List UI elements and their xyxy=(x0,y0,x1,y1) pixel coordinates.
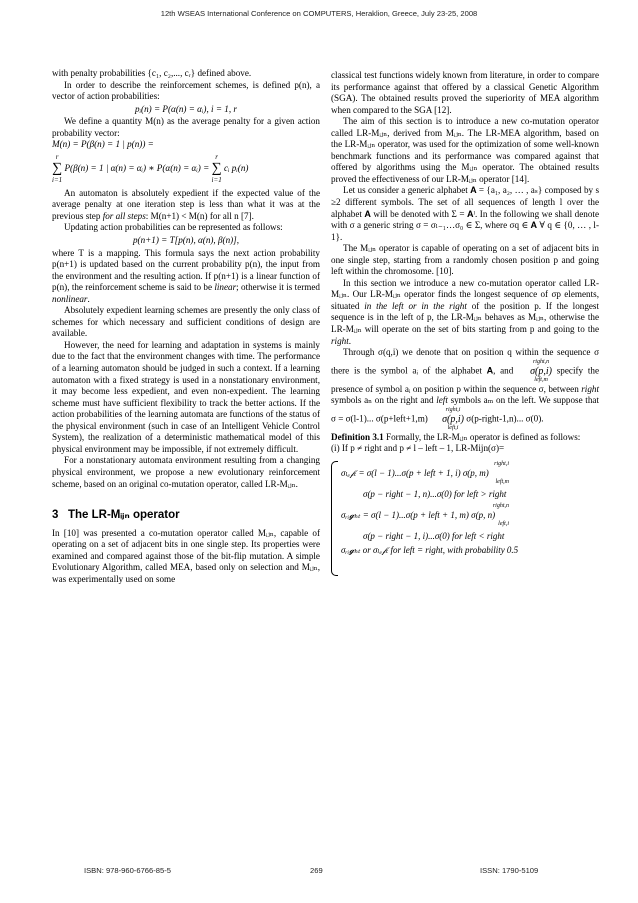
footer-issn: ISSN: 1790-5109 xyxy=(480,866,539,875)
case-equal: σᵣᵢ𝓰ₕₜ or σₗₑ𝒻ₜ for left = right, with probability 0.5 xyxy=(341,544,519,555)
sigma-notation: right,n σ(p,i) left,m xyxy=(530,358,552,383)
equation-update-rule: p(n+1) = T[p(n), α(n), β(n)], xyxy=(132,235,240,246)
equation-average-penalty-b: r ∑ i=1 P(β(n) = 1 | α(n) = αᵢ) ∗ P(α(n) = αᵢ) = r ∑ i=1 cᵢ pᵢ(n) xyxy=(52,152,249,184)
footer-page-number: 269 xyxy=(310,866,323,875)
right-paragraph-3: Let us consider a generic alphabet 𝐀 = {a₁, a₂, … , aₛ} composed by s ≥2 different symbols. The set of all sequences of length l over the alphabet 𝐀 will be denoted with Σ = 𝐀ˡ. In the following we shall denote with σ a generic string σ = σₗ₋₁…σ₀ ∈ Σ, where σq ∈ 𝐀 ∀ q ∈ {0, … , l-1}. xyxy=(331,185,599,242)
left-paragraph-7: Absolutely expedient learning schemes are presently the only class of schemes for which necessary and sufficient conditions of design are available. xyxy=(52,305,320,339)
left-paragraph-5: Updating action probabilities can be represented as follows: xyxy=(64,222,283,233)
case-right-b: σ(p − right − 1, i)...σ(0) for left < right xyxy=(363,530,505,541)
right-paragraph-1: classical test functions widely known from literature, in order to compare its performance against that offered by a classical Genetic Algorithm (SGA). The obtained results proved the superiority of MEA algorithm when compared to the SGA [12]. xyxy=(331,70,599,115)
case-left-a: σₗₑ𝒻ₜ = σ(l − 1)...σ(p + left + 1, i) σ(p, m) xyxy=(341,467,489,478)
left-paragraph-8: However, the need for learning and adaptation in systems is mainly due to the fact that the environment changes with time. The performance of a learning automaton should be judged in such a context. If a learning automaton with a fixed strategy is used in a nonstationary environment, it may become less expedient, and even non-expedient. The learning scheme must have sufficient flexibility to track the better actions. If the action probabilities of the learning automata are functions of the status of the physical environment (such in case of an Intelligent Vehicle Control System), the realization of a deterministic mathematical model of this physical environment may be impossible, if not extremely difficult. xyxy=(52,339,320,454)
definition-3-1: Definition 3.1 Formally, the LR-Mᵢⱼₙ operator is defined as follows: xyxy=(331,431,581,442)
right-paragraph-2: The aim of this section is to introduce a new co-mutation operator called LR-Mᵢⱼₙ, derived from Mᵢⱼₙ. The LR-MEA algorithm, based on the LR-Mᵢⱼₙ operator, was used for the optimization of some well-known benchmark functions and its performance was compared against that offered by algorithms using the Mᵢⱼₙ operator. The obtained results proved the effectiveness of our LR-Mᵢⱼₙ operator [14]. xyxy=(331,116,599,184)
left-brace xyxy=(331,461,338,576)
left-paragraph-2: In order to describe the reinforcement schemes, is defined p(n), a vector of action probabilities: xyxy=(52,79,320,102)
sum-symbol: r ∑ i=1 xyxy=(52,152,63,184)
right-paragraph-5: In this section we introduce a new co-mutation operator called LR-Mᵢⱼₙ. Our LR-Mᵢⱼₙ operator finds the longest sequence of σp elements, situated in the left or in the right of the position p. If the longest sequence is in the left of p, the LR-Mᵢⱼₙ behaves as Mᵢⱼₙ, otherwise the LR-Mᵢⱼₙ will operate on the set of bits starting from p and going to the right. xyxy=(331,277,600,346)
case-right-a: σᵣᵢ𝓰ₕₜ = σ(l − 1)...σ(p + left + 1, m) σ(p, n) xyxy=(341,509,496,520)
equation-action-probabilities: pᵢ(n) = P(α(n) = αᵢ), i = 1, r xyxy=(135,103,237,114)
case-left-b: σ(p − right − 1, n)...σ(0) for left > right xyxy=(363,488,507,499)
footer-isbn: ISBN: 978-960-6766-85-5 xyxy=(84,866,171,875)
sum-symbol-2: r ∑ i=1 xyxy=(211,152,222,184)
left-paragraph-3: We define a quantity M(n) as the average penalty for a given action probability vector: xyxy=(52,116,320,138)
sigma-notation-2: right,i σ(p,i) left,i xyxy=(442,406,464,431)
equation-average-penalty-a: M(n) = P(β(n) = 1 | p(n)) = xyxy=(52,139,154,150)
left-paragraph-4: An automaton is absolutely expedient if the expected value of the average penalty at one iteration step is less than what it was at the previous step for all steps: M(n+1) < M(n) for all n [7]. xyxy=(52,187,320,221)
left-paragraph-6: where T is a mapping. This formula says the next action probability p(n+1) is updated based on the current probability p(n), the input from the environment and the resulting action. If p(n+1) is a linear function of p(n), the reinforcement scheme is said to be linear; otherwise it is termed nonlinear. xyxy=(52,247,320,304)
right-paragraph-4: The Mᵢⱼₙ operator is capable of operating on a set of adjacent bits in one single step, starting from a randomly chosen position p and going left within the chromosome. [10]. xyxy=(331,243,599,277)
right-paragraph-6: Through σ(q,i) we denote that on position q within the sequence σ there is the symbol aᵢ of the alphabet 𝐀, and right,n σ(p,i) left,m specify the presence of symbol aᵢ on position p within the sequence σ, between right symbols aₙ on the right and left symbols aₘ on the left. We suppose that σ = σ(l-1)... σ(p+left+1,m) right,i σ(p,i) left,i σ(p-right-1,n)... σ(0). xyxy=(331,347,600,431)
left-paragraph-9: For a nonstationary automata environment resulting from a changing physical environment, we propose a new evolutionary reinforcement scheme, based on an original co-mutation operator, called LR-Mᵢⱼₙ. xyxy=(52,455,320,489)
right-column xyxy=(331,70,599,574)
definition-condition: (i) If p ≠ right and p ≠ l – left – 1, LR-Mijn(σ)= xyxy=(331,443,505,454)
section-heading: 3 The LR-Mᵢⱼₙ operator xyxy=(52,509,180,522)
piecewise-definition: right,i σₗₑ𝒻ₜ = σ(l − 1)...σ(p + left + 1, i) σ(p, m) left,m σ(p − right − 1, n)...σ(0) for left > right right,n σᵣᵢ𝓰ₕₜ = σ(l − 1)...σ(p + left + 1, m) σ(p, n) left,i σ(p − right − 1, i)...σ(0) for left < right σᵣᵢ𝓰ₕₜ or σₗₑ𝒻ₜ for left = right, with probability 0.5 xyxy=(331,461,599,574)
left-paragraph-10: In [10] was presented a co-mutation operator called Mᵢⱼₙ, capable of operating on a set of adjacent bits in one single step. Its properties were examined and compared against those of the bit-flip mutation. A simple Evolutionary Algorithm, called MEA, based only on selection and Mᵢⱼₙ, was experimentally used on some xyxy=(52,527,320,584)
running-header: 12th WSEAS International Conference on COMPUTERS, Heraklion, Greece, July 23-25, 2008 xyxy=(160,9,478,18)
left-column xyxy=(52,68,320,585)
left-paragraph-1: with penalty probabilities {c₁, c₂,..., cᵣ} defined above. xyxy=(52,68,252,78)
